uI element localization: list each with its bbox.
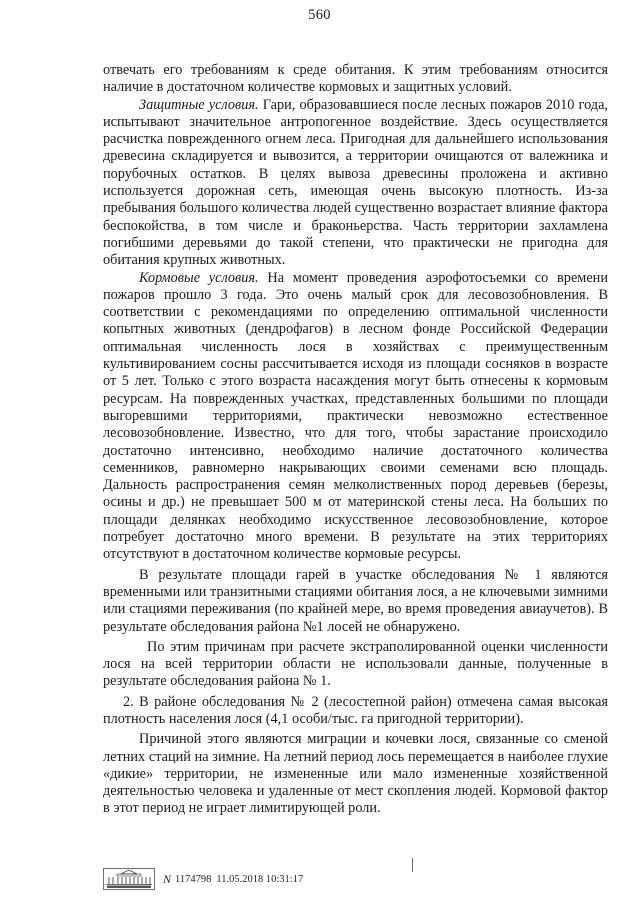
paragraph-extrapolation: По этим причинам при расчете экстраполированной оценки численности лося на всей территории области не использовали данные, полученные в результате обследования района № 1.	[103, 638, 608, 690]
document-body	[103, 62, 608, 818]
paragraph-intro: отвечать его требованиям к среде обитания. К этим требованиям относится наличие в достаточном количестве кормовых и защитных условий.	[103, 62, 608, 96]
paragraph-text: Гари, образовавшиеся после лесных пожаров 2010 года, испытывают значительное антропогенное воздействие. Здесь осуществляется расчистка поврежденного огнем леса. Пригодная для дальнейшего использования древесина складируется и вывозится, а территории очищаются от валежника и порубочных остатков. В целях вывоза древесины проложена и активно используется дорожная сеть, имеющая очень высокую плотность. Из-за пребывания большого количества людей существенно возрастает влияние фактора беспокойства, в том числе и браконьерства. Часть территории захламлена погибшими деревьями до такой степени, что практически не пригодна для обитания крупных животных.	[103, 96, 608, 269]
paragraph-protective-conditions	[103, 97, 608, 270]
paragraph-result-area-1: В результате площади гарей в участке обследования № 1 являются временными или транзитными стациями обитания лося, а не ключевыми зимними или стациями переживания (по крайней мере, во время проведения авиаучетов). В результате обследования района №1 лосей не обнаружено.	[103, 566, 608, 635]
government-building-logo-icon	[103, 868, 155, 890]
margin-mark	[412, 858, 413, 872]
paragraph-feed-conditions	[103, 270, 608, 564]
section-lead-protective: Защитные условия.	[139, 96, 259, 113]
footer-sign: N	[163, 871, 172, 886]
section-lead-feed: Кормовые условия.	[139, 269, 259, 286]
page-number: 560	[308, 7, 331, 23]
paragraph-text: На момент проведения аэрофотосъемки со времени пожаров прошло 3 года. Это очень малый срок для лесовозобновления. В соответствии с рекомендациями по определению оптимальной численности копытных животных (дендрофагов) в лесном фонде Российской Федерации оптимальная численность лося в хозяйствах с преимущественным культивированием сосны рассчитывается исходя из площади сосняков в возрасте от 5 лет. Только с этого возраста насаждения могут быть отнесены к кормовым ресурсам. На поврежденных участках, представленных большими по площади выгоревшими территориями, практически невозможно естественное лесовозобновление. Известно, что для того, чтобы зарастание происходило достаточно интенсивно, необходимо наличие достаточного количества семенников, равномерно накрывающих своими семенами всю площадь. Дальность распространения семян мелколиственных пород деревьев (березы, осины и др.) не превышает 500 м от материнской стены леса. На больших по площади делянках необходимо искусственное лесовозобновление, которое потребует достаточно много времени. В результате на этих территориях отсутствуют в достаточном количестве кормовые ресурсы.	[103, 269, 608, 563]
footer-datetime: 11.05.2018 10:31:17	[216, 873, 304, 885]
paragraph-area-2: 2. В районе обследования № 2 (лесостепной район) отмечена самая высокая плотность населения лося (4,1 особи/тыс. га пригодной территории).	[103, 693, 608, 727]
document-footer	[103, 868, 303, 890]
footer-doc-number: 1174798	[175, 873, 212, 885]
paragraph-migration: Причиной этого являются миграции и кочевки лося, связанные со сменой летних стаций на зимние. На летний период лось перемещается в наиболее глухие «дикие» территории, не измененные или мало измененные хозяйственной деятельностью человека и удаленные от мест скопления людей. Кормовой фактор в этот период не играет лимитирующей роли.	[103, 731, 608, 817]
